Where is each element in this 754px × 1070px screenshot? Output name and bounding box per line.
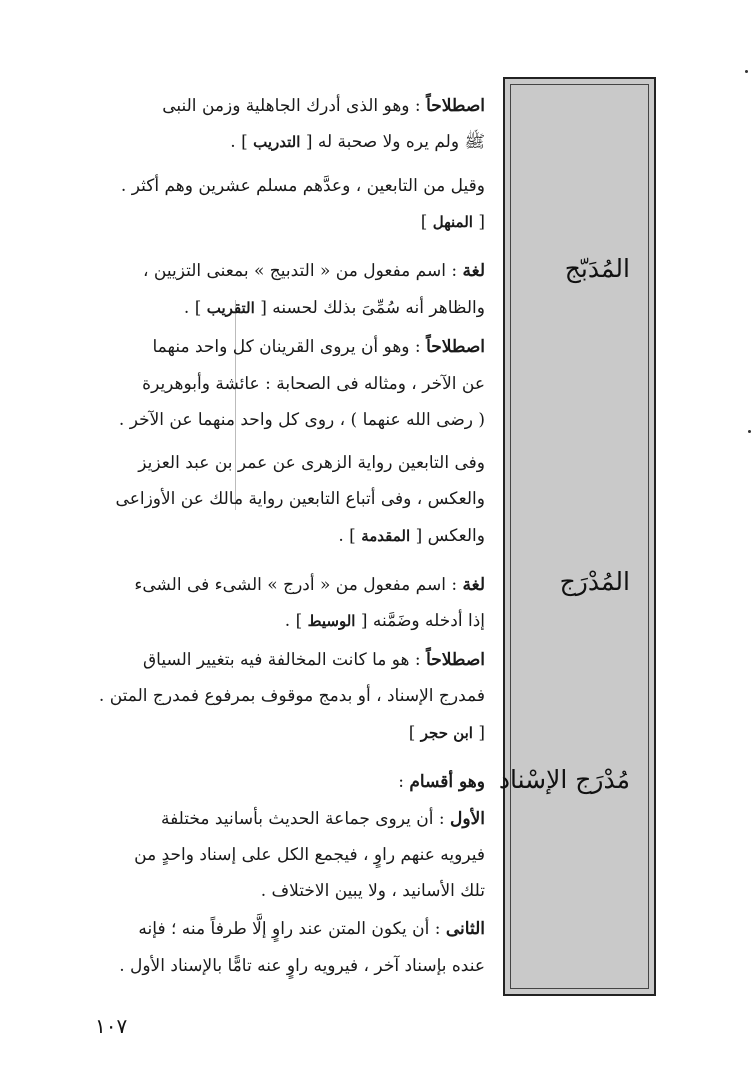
text-line	[80, 844, 485, 866]
line-tail: ] .	[230, 132, 254, 152]
line-lead: اصطلاحاً	[426, 650, 485, 670]
line-lead: الثانى	[445, 919, 485, 939]
source-citation: التدريب	[253, 133, 301, 151]
margin-speck	[745, 70, 748, 73]
line-text: والعكس [	[410, 526, 485, 546]
line-tail: ] .	[284, 611, 308, 631]
line-lead: وهو أقسام	[409, 772, 485, 792]
line-tail: ] .	[338, 526, 362, 546]
line-text: والعكس ، وفى أتباع التابعين رواية مالك عن الأوزاعى	[115, 489, 485, 509]
line-text: : أن يروى جماعة الحديث بأسانيد مختلفة	[160, 809, 451, 829]
text-line	[80, 649, 485, 671]
line-text: : هو ما كانت المخالفة فيه بتغيير السياق	[142, 650, 427, 670]
line-text: [	[472, 212, 485, 232]
line-text: [	[472, 723, 485, 743]
line-tail: ]	[408, 723, 421, 743]
text-line	[80, 131, 485, 153]
source-citation: المنهل	[432, 213, 473, 231]
line-text: تلك الأسانيد ، ولا يبين الاختلاف .	[260, 881, 485, 901]
text-line	[80, 488, 485, 510]
line-lead: لغة	[462, 261, 485, 281]
line-text: : وهو أن يروى القرينان كل واحد منهما	[152, 337, 427, 357]
line-lead: الأول	[450, 809, 485, 829]
text-line	[80, 525, 485, 547]
text-line	[80, 95, 485, 117]
text-line	[80, 771, 485, 793]
text-line	[80, 880, 485, 902]
line-text: فيرويه عنهم راوٍ ، فيجمع الكل على إسناد واحدٍ من	[134, 845, 485, 865]
term-mudraj: المُدْرَج	[559, 567, 630, 596]
text-line	[80, 685, 485, 707]
line-text: ( رضى الله عنهما ) ، روى كل واحد منهما عن الآخر .	[118, 410, 485, 430]
line-lead: اصطلاحاً	[426, 96, 485, 116]
text-line	[80, 409, 485, 431]
text-line	[80, 918, 485, 940]
page-number: ١٠٧	[95, 1014, 128, 1038]
line-text: : اسم مفعول من « أدرج » الشىء فى الشىء	[134, 575, 463, 595]
text-line	[80, 955, 485, 977]
line-text: ﷺ ولم يره ولا صحبة له [	[300, 132, 485, 152]
text-line	[80, 260, 485, 282]
term-mudabbaj: المُدَبّج	[564, 254, 630, 283]
line-text: : وهو الذى أدرك الجاهلية وزمن النبى	[162, 96, 427, 116]
line-text: : اسم مفعول من « التدبيج » بمعنى التزيين ،	[143, 261, 463, 281]
text-line	[80, 610, 485, 632]
line-text: فمدرج الإسناد ، أو بدمج موقوف بمرفوع فمدرج المتن .	[98, 686, 485, 706]
source-citation: ابن حجر	[420, 724, 473, 742]
text-line	[80, 722, 485, 744]
source-citation: المقدمة	[361, 527, 411, 545]
line-tail: ] .	[183, 298, 207, 318]
line-text: : أن يكون المتن عند راوٍ إلَّا طرفاً منه ؛ فإنه	[138, 919, 446, 939]
line-text: وقيل من التابعين ، وعدَّهم مسلم عشرين وهم أكثر .	[120, 176, 485, 196]
term-mudraj-isnad: مُدْرَج الإسْناد	[498, 765, 630, 794]
source-citation: الوسيط	[307, 612, 356, 630]
text-line	[80, 297, 485, 319]
line-lead: اصطلاحاً	[426, 337, 485, 357]
scan-rule	[235, 300, 236, 510]
text-line	[80, 452, 485, 474]
margin-speck	[748, 430, 751, 433]
text-line	[80, 175, 485, 197]
line-text: :	[398, 772, 410, 792]
text-line	[80, 808, 485, 830]
source-citation: التقريب	[206, 299, 255, 317]
text-line	[80, 574, 485, 596]
line-tail: ]	[420, 212, 433, 232]
line-text: إذا أدخله وضَمَّنه [	[355, 611, 485, 631]
line-lead: لغة	[462, 575, 485, 595]
text-line	[80, 336, 485, 358]
terms-sidebar	[498, 77, 656, 996]
line-text: عن الآخر ، ومثاله فى الصحابة : عائشة وأبوهريرة	[142, 374, 485, 394]
text-line	[80, 373, 485, 395]
line-text: والظاهر أنه سُمِّىَ بذلك لحسنه [	[254, 298, 485, 318]
line-text: عنده بإسناد آخر ، فيرويه راوٍ عنه تامًّا بالإسناد الأول .	[119, 956, 485, 976]
text-line	[80, 211, 485, 233]
line-text: وفى التابعين رواية الزهرى عن عمر بن عبد العزيز	[138, 453, 485, 473]
